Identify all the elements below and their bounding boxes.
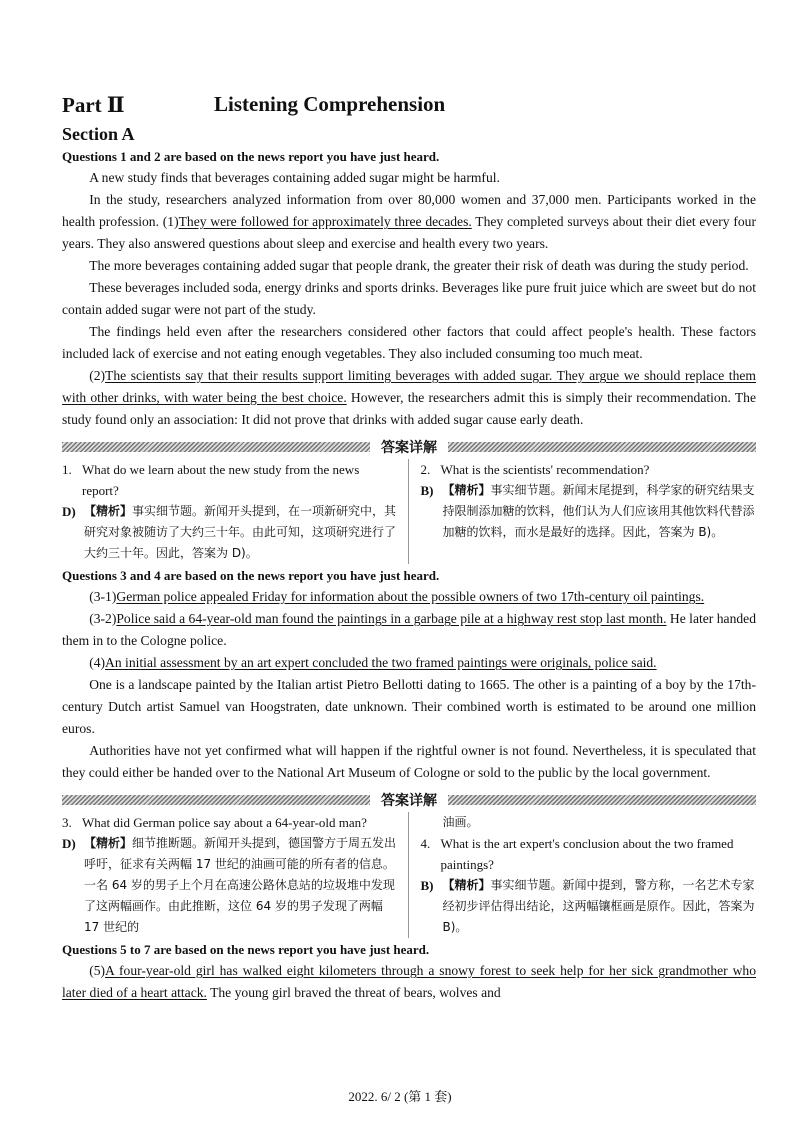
- analysis-text: 细节推断题。新闻开头提到，德国警方于周五发出呼吁，征求有关两幅 17 世纪的油画可能的所有者的信息。一名 64 岁的男子上个月在高速公路休息站的垃圾堆中发现了这两幅画作。由此推断，这位 64 岁的男子发现了两幅 17 世纪的: [84, 836, 397, 934]
- analysis-2: [421, 480, 757, 543]
- transcript-paragraph: [62, 277, 756, 321]
- question-text: What did German police say about a 64-year-old man?: [82, 815, 367, 830]
- part-heading: [62, 90, 756, 122]
- para-text: The findings held even after the researchers considered other factors that could affect people's health. These factors included lack of exercise and not eating enough vegetables. They also included consuming too much meat.: [62, 324, 756, 361]
- question-text: What is the art expert's conclusion about the two framed paintings?: [440, 836, 734, 872]
- para-text: However, the researchers admit this is simply their recommendation. The study found only an association: It did not prove that drinks with added sugar cause early death.: [62, 390, 756, 427]
- answer-key: B): [420, 878, 434, 893]
- underlined-key-sentence: Police said a 64-year-old man found the paintings in a garbage pile at a highway rest stop last month.: [116, 611, 667, 626]
- answer-key: D): [62, 836, 76, 851]
- para-text: The young girl braved the threat of bears, wolves and: [206, 985, 501, 1000]
- answer-column-right: [409, 812, 757, 938]
- underlined-key-sentence: A four-year-old girl has walked eight kilometers through a snowy forest to seek help for her sick grandmother who later died of a heart attack.: [62, 963, 756, 1000]
- question-number: 3.: [62, 815, 72, 830]
- answer-column-left: [62, 459, 409, 564]
- answer-key: B): [420, 483, 434, 498]
- questions-1-2-heading: Questions 1 and 2 are based on the news report you have just heard.: [62, 149, 440, 164]
- para-text: A new study finds that beverages containing added sugar might be harmful.: [89, 170, 500, 185]
- para-text: Authorities have not yet confirmed what will happen if the rightful owner is not found. Nevertheless, it is speculated that they could either be handed over to the National Art Museum of Cologne or sold to the public by the local government.: [62, 743, 756, 780]
- transcript-1-2: [62, 167, 756, 431]
- answer-banner: [62, 437, 756, 457]
- analysis-4: [421, 875, 757, 938]
- transcript-paragraph: [62, 189, 756, 255]
- transcript-paragraph: [62, 365, 756, 431]
- answers-1-2: [62, 459, 756, 564]
- answers-3-4: [62, 812, 756, 938]
- answer-column-left: [62, 812, 409, 938]
- underlined-key-sentence: They were followed for approximately three decades.: [178, 214, 472, 229]
- analysis-text: 事实细节题。新闻末尾提到，科学家的研究结果支持限制添加糖的饮料，他们认为人们应该用其他饮料代替添加糖的饮料，而水是最好的选择。因此，答案为 B)。: [442, 483, 755, 539]
- para-text: (4): [89, 655, 106, 670]
- para-text: (3-1): [89, 589, 117, 604]
- transcript-paragraph: [62, 586, 756, 608]
- para-text: They completed surveys about their diet every four years. They also answered questions about sleep and exercise and health every two years.: [62, 214, 756, 251]
- transcript-paragraph: [62, 255, 756, 277]
- section-heading: Section A: [62, 124, 135, 144]
- analysis-text: 事实细节题。新闻开头提到，在一项新研究中，其研究对象被随访了大约三十年。由此可知，这项研究进行了大约三十年。因此，答案为 D)。: [84, 504, 397, 560]
- para-text: (2): [89, 368, 106, 383]
- banner-title: 答案详解: [381, 440, 437, 456]
- analysis-3: [62, 833, 398, 938]
- transcript-5-7-paragraph: [62, 960, 756, 1004]
- answer-column-right: [409, 459, 757, 564]
- document-page: [62, 90, 756, 1004]
- transcript-paragraph: [62, 740, 756, 784]
- underlined-key-sentence: German police appealed Friday for information about the possible owners of two 17th-century oil paintings.: [116, 589, 705, 604]
- transcript-paragraph: [62, 674, 756, 740]
- transcript-paragraph: [62, 608, 756, 652]
- answer-banner: [62, 790, 756, 810]
- para-text: (3-2): [89, 611, 117, 626]
- para-text: The more beverages containing added sugar that people drank, the greater their risk of death was during the study period.: [89, 258, 749, 273]
- para-text: These beverages included soda, energy drinks and sports drinks. Beverages like pure fruit juice which are sweet but do not contain added sugar were not part of the study.: [62, 280, 756, 317]
- analysis-text: 事实细节题。新闻中提到，警方称，一名艺术专家经初步评估得出结论，这两幅镶框画是原作。因此，答案为 B)。: [442, 878, 755, 934]
- transcript-paragraph: [62, 652, 756, 674]
- question-text: What do we learn about the new study from the news report?: [82, 462, 360, 498]
- part-title: Listening Comprehension: [214, 92, 446, 116]
- part-label: Part Ⅱ: [62, 93, 125, 117]
- analysis-tag: 【精析】: [442, 483, 491, 497]
- banner-title: 答案详解: [381, 793, 437, 809]
- questions-5-7-heading: Questions 5 to 7 are based on the news report you have just heard.: [62, 942, 430, 957]
- analysis-tag: 【精析】: [84, 504, 133, 518]
- para-text: (5): [89, 963, 106, 978]
- underlined-key-sentence: The scientists say that their results support limiting beverages with added sugar. They argue we should replace them with other drinks, with water being the best choice.: [62, 368, 756, 405]
- page-footer: 2022. 6/ 2 (第 1 套): [348, 1089, 452, 1104]
- analysis-1: [62, 501, 398, 564]
- question-number: 2.: [420, 462, 431, 477]
- analysis-tag: 【精析】: [442, 878, 491, 892]
- analysis-tag: 【精析】: [84, 836, 133, 850]
- transcript-paragraph: [62, 321, 756, 365]
- question-text: What is the scientists' recommendation?: [440, 462, 650, 477]
- para-text: He later handed them in to the Cologne police.: [62, 611, 756, 648]
- question-2: [421, 459, 757, 480]
- question-4: [421, 833, 757, 875]
- questions-3-4-heading: Questions 3 and 4 are based on the news report you have just heard.: [62, 568, 440, 583]
- transcript-paragraph: [62, 167, 756, 189]
- question-3: [62, 812, 398, 833]
- para-text: In the study, researchers analyzed information from over 80,000 women and 37,000 men. Participants worked in the health profession. (1): [62, 192, 756, 229]
- answer-key: D): [62, 504, 76, 519]
- analysis-3-continued: [421, 812, 757, 833]
- question-number: 1.: [62, 462, 72, 477]
- question-1: [62, 459, 398, 501]
- analysis-continued-text: 油画。: [442, 815, 479, 829]
- transcript-3-4: [62, 586, 756, 784]
- underlined-key-sentence: An initial assessment by an art expert concluded the two framed paintings were originals, police said.: [105, 655, 657, 670]
- question-number: 4.: [420, 836, 431, 851]
- para-text: One is a landscape painted by the Italian artist Pietro Bellotti dating to 1665. The other is a painting of a boy by the 17th-century Dutch artist Samuel van Hoogstraten, date unknown. Their combined worth is estimated to be around one million euros.: [62, 677, 756, 736]
